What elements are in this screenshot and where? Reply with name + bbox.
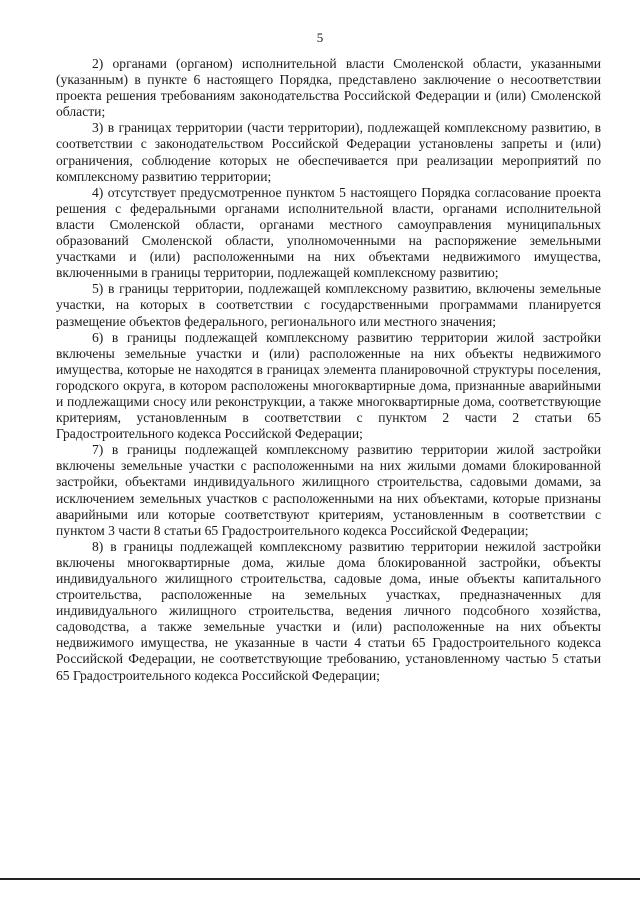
paragraph-item-2: 2) органами (органом) исполнительной власти Смоленской области, указанными (указанным) в пункте 6 настоящего Порядка, представлено заключение о несоответствии проекта решения требованиям законодательства Российской Федерации и (или) Смоленской области; bbox=[56, 56, 601, 120]
paragraph-item-7: 7) в границы подлежащей комплексному развитию территории жилой застройки включены земельные участки с расположенными на них жилыми домами блокированной застройки, объектами индивидуального жилищного строительства, садовыми домами, за исключением земельных участков с расположенными на них объектами, которые признаны аварийными или которые соответствуют критериям, установленным в соответствии с пунктом 3 части 8 статьи 65 Градостроительного кодекса Российской Федерации; bbox=[56, 442, 601, 538]
document-body bbox=[56, 56, 601, 684]
bottom-rule bbox=[0, 878, 640, 880]
paragraph-item-5: 5) в границы территории, подлежащей комплексному развитию, включены земельные участки, на которых в соответствии с государственными программами планируется размещение объектов федерального, регионального или местного значения; bbox=[56, 281, 601, 329]
paragraph-item-6: 6) в границы подлежащей комплексному развитию территории жилой застройки включены земельные участки и (или) расположенные на них объекты недвижимого имущества, которые не находятся в границах элемента планировочной структуры поселения, городского округа, в котором расположены многоквартирные дома, признанные аварийными и подлежащими сносу или реконструкции, а также многоквартирные дома, соответствующие критериям, установленным в соответствии с пунктом 2 части 2 статьи 65 Градостроительного кодекса Российской Федерации; bbox=[56, 329, 601, 442]
paragraph-item-4: 4) отсутствует предусмотренное пунктом 5 настоящего Порядка согласование проекта решения с федеральными органами исполнительной власти, органами исполнительной власти Смоленской области, органами местного самоуправления муниципальных образований Смоленской области, уполномоченными на распоряжение земельными участками и (или) расположенными на них объектами недвижимого имущества, включенными в границы территории, подлежащей комплексному развитию; bbox=[56, 184, 601, 281]
page-number: 5 bbox=[316, 30, 324, 45]
paragraph-item-8: 8) в границы подлежащей комплексному развитию территории нежилой застройки включены многоквартирные дома, жилые дома блокированной застройки, объекты индивидуального жилищного строительства, садовые дома, иные объекты капитального строительства, расположенные на земельных участках, предназначенных для индивидуального жилищного строительства, ведения личного подсобного хозяйства, садоводства, а также земельные участки и (или) расположенные на них объекты недвижимого имущества, не указанные в части 4 статьи 65 Градостроительного кодекса Российской Федерации, не соответствующие требованию, установленному частью 5 статьи 65 Градостроительного кодекса Российской Федерации; bbox=[56, 538, 601, 683]
paragraph-item-3: 3) в границах территории (части территории), подлежащей комплексному развитию, в соответствии с законодательством Российской Федерации установлены запреты и (или) ограничения, соблюдение которых не обеспечивается при реализации мероприятий по комплексному развитию территории; bbox=[56, 120, 601, 184]
